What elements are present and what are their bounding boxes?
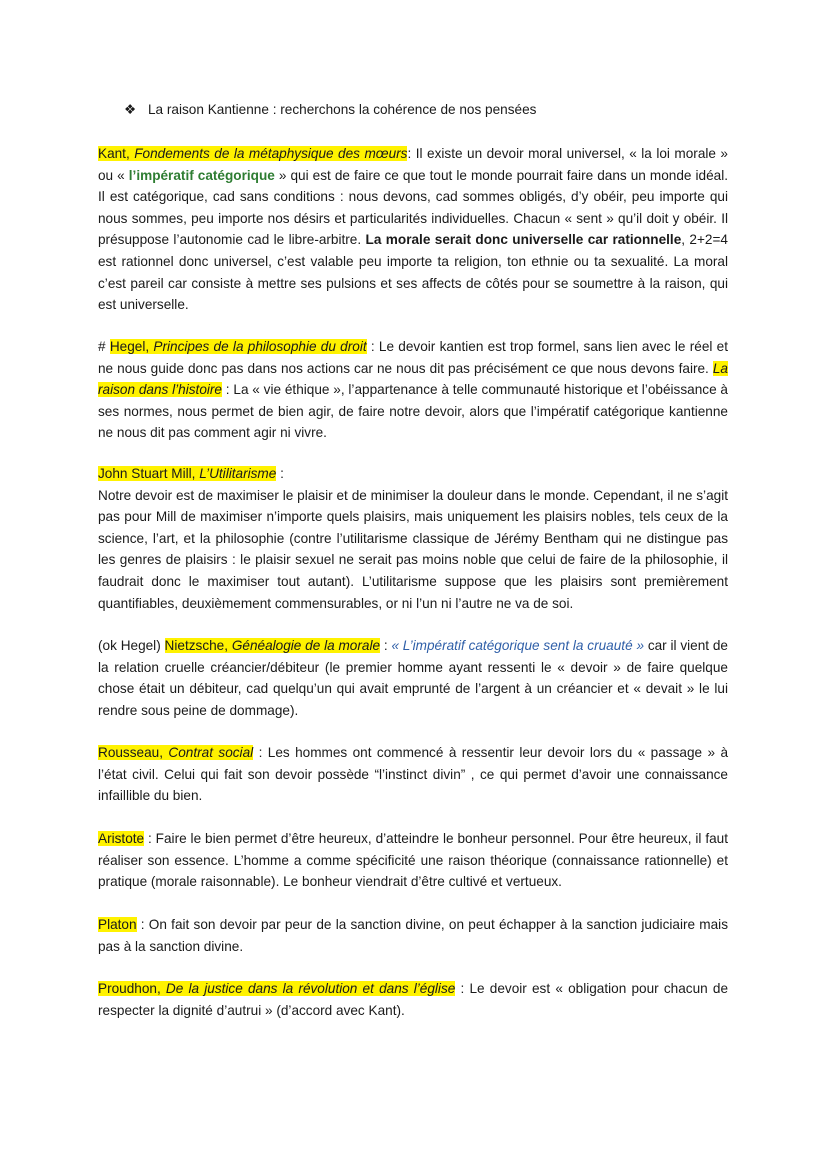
paragraph-nietzsche <box>98 635 728 721</box>
mill-work-title: L’Utilitarisme <box>199 466 277 481</box>
paragraph-kant <box>98 143 728 316</box>
nietzsche-work-title: Généalogie de la morale <box>231 638 381 653</box>
hegel-work-title: Principes de la philosophie du droit <box>153 339 367 354</box>
hegel-author: Hegel, <box>109 339 154 354</box>
paragraph-platon <box>98 914 728 957</box>
hegel-text-2: : La « vie éthique », l’appartenance à telle communauté historique et l’obéissance à ses normes, nous permet de bien agir, de faire notre devoir, alors que l’impératif catégorique kantienne ne nous dit pas comment agir ni vivre. <box>98 382 728 441</box>
aristote-author: Aristote <box>98 831 145 846</box>
nietzsche-text-1: : <box>380 638 392 653</box>
nietzsche-reference <box>165 638 381 653</box>
kant-text-1: : Il existe un devoir moral universel, « la loi morale » ou « <box>98 146 728 183</box>
nietzsche-quote: « L’impératif catégorique sent la cruauté » <box>391 638 645 653</box>
paragraph-mill <box>98 463 728 614</box>
rousseau-work-title: Contrat social <box>168 745 254 760</box>
hegel-text-1: : Le devoir kantien est trop formel, sans lien avec le réel et ne nous guide donc pas dans nos actions car ne nous dit pas précisément ce que nous devons faire. <box>98 339 728 376</box>
proudhon-work-title: De la justice dans la révolution et dans l’église <box>165 981 456 996</box>
nietzsche-author: Nietzsche, <box>164 638 232 653</box>
mill-text-1: : <box>276 466 284 481</box>
nietzsche-prefix: (ok Hegel) <box>98 638 165 653</box>
mill-body: Notre devoir est de maximiser le plaisir et de minimiser la douleur dans le monde. Cependant, il ne s’agit pas pour Mill de maximiser n’importe quels plaisirs, mais uniquement les plaisirs nobles, tels ceux de la science, l’art, et la philosophie (contre l’utilitarisme classique de Jérémy Bentham qui ne distingue pas les genres de plaisirs : le plaisir sexuel ne serait pas moins noble que celui de faire de la philosophie, il faudrait donc le maximiser tout autant). L’utilitarisme suppose que les plaisirs sont premièrement quantifiables, deuxièmement commensurables, or ni l’un ni l’autre ne va de soi. <box>98 487 728 611</box>
proudhon-reference <box>98 981 455 996</box>
section-heading <box>124 100 536 120</box>
mill-reference <box>98 466 276 481</box>
kant-bold-thesis: La morale serait donc universelle car rationnelle <box>365 232 682 248</box>
kant-imperatif-term: l’impératif catégorique <box>128 167 275 183</box>
platon-author: Platon <box>98 917 137 932</box>
platon-text-1: : On fait son devoir par peur de la sanction divine, on peut échapper à la sanction judiciaire mais pas à la sanction divine. <box>98 917 728 954</box>
rousseau-text-1: : Les hommes ont commencé à ressentir leur devoir lors du « passage » à l’état civil. Celui qui fait son devoir possède “l’instinct divin” , ce qui permet d’avoir une connaissance infaillible du bien. <box>98 745 729 804</box>
kant-author: Kant, <box>98 146 135 161</box>
nietzsche-text-2: car il vient de la relation cruelle créancier/débiteur (le premier homme ayant ressenti le « devoir » de faire quelque chose était un débiteur, cad quelqu’un qui avait emprunté de l’argent à un créancier et « devait » le lui rendre sous peine de dommage). <box>98 638 728 718</box>
proudhon-text-1: : Le devoir est « obligation pour chacun de respecter la dignité d’autrui » (d’accord avec Kant). <box>98 981 728 1018</box>
section-heading-text: La raison Kantienne : recherchons la cohérence de nos pensées <box>148 102 537 117</box>
proudhon-author: Proudhon, <box>98 981 166 996</box>
kant-text-3: , 2+2=4 est rationnel donc universel, c’est valable peu importe ta religion, ton ethnie ou ta sexualité. La moral c’est pareil car consiste à mettre ses pulsions et ses affects de côtés pour se soumettre à la raison, qui est universelle. <box>98 232 728 313</box>
rousseau-author: Rousseau, <box>98 745 169 760</box>
paragraph-rousseau <box>98 742 728 807</box>
paragraph-hegel <box>98 336 728 444</box>
paragraph-aristote <box>98 828 728 893</box>
rousseau-reference <box>98 745 253 760</box>
kant-reference <box>98 146 407 161</box>
hegel-work-title-2: La raison dans l’histoire <box>98 360 728 398</box>
kant-work-title: Fondements de la métaphysique des mœurs <box>134 146 408 161</box>
paragraph-proudhon <box>98 978 728 1021</box>
kant-text-2: » qui est de faire ce que tout le monde pourrait faire dans un monde idéal. Il est catégorique, cad sans conditions : nous devons, cad sommes obligés, d’y obéir, peu importe qui nous sommes, peu importe nos désirs et particularités individuelles. Chacun « sent » qu’il doit y obéir. Il présuppose l’autonomie cad le libre-arbitre. <box>98 167 728 248</box>
aristote-text-1: : Faire le bien permet d’être heureux, d’atteindre le bonheur personnel. Pour être heureux, il faut réaliser son essence. L’homme a comme spécificité une raison théorique (connaissance rationnelle) et pratique (morale raisonnable). Le bonheur viendrait d’être cultivé et vertueux. <box>98 831 728 890</box>
diamond-bullet-icon: ❖ <box>124 102 137 117</box>
hegel-reference <box>110 339 367 354</box>
hegel-prefix: # <box>98 339 110 354</box>
mill-author: John Stuart Mill, <box>98 466 200 481</box>
